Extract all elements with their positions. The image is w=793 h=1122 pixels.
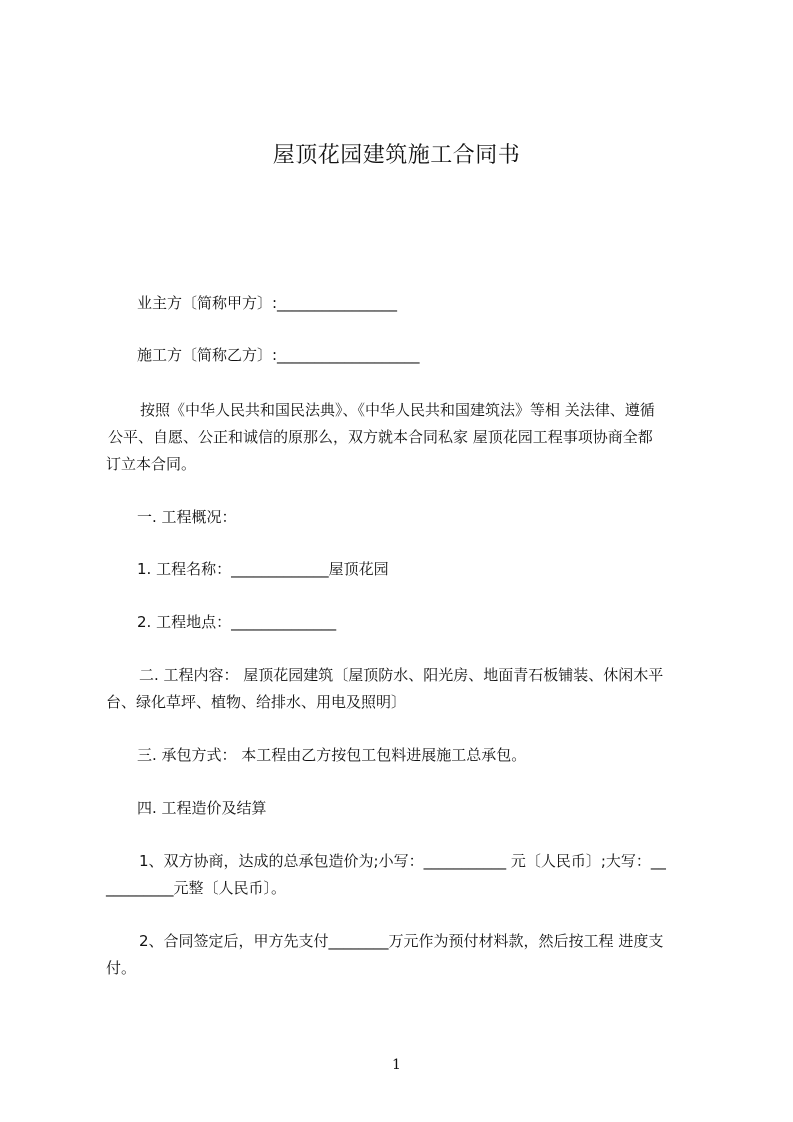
intro-paragraph-line-3: 订立本合同。 <box>106 455 197 473</box>
page-number: 1 <box>392 1057 401 1073</box>
clause-1-line-1: 1、双方协商，达成的总承包造价为;小写：___________ 元〔人民币〕;大写：__ <box>139 852 666 870</box>
section-2-line-1: 二. 工程内容： 屋顶花园建筑〔屋顶防水、阳光房、地面青石板铺装、休闲木平 <box>139 666 664 684</box>
section-2-line-2: 台、绿化草坪、植物、给排水、用电及照明〕 <box>106 693 407 711</box>
clause-2-line-1: 2、合同签定后，甲方先支付________万元作为预付材料款，然后按工程 进度支 <box>139 932 664 950</box>
section-3-line: 三. 承包方式： 本工程由乙方按包工包料进展施工总承包。 <box>137 746 527 764</box>
intro-paragraph-line-2: 公平、自愿、公正和诚信的原那么，双方就本合同私家 屋顶花园工程事项协商全都 <box>108 428 653 446</box>
project-location-line: 2. 工程地点：______________ <box>137 613 337 631</box>
owner-party-line: 业主方〔简称甲方〕:________________ <box>137 294 398 312</box>
clause-1-line-2: _________元整〔人民币〕。 <box>106 879 287 897</box>
clause-2-line-2: 付。 <box>106 959 137 977</box>
contractor-party-line: 施工方〔简称乙方〕:___________________ <box>137 346 420 364</box>
intro-paragraph-line-1: 按照《中华人民共和国民法典》、《中华人民共和国建筑法》等相 关法律、遵循 <box>140 401 655 419</box>
section-4-heading: 四. 工程造价及结算 <box>137 799 267 817</box>
document-title: 屋顶花园建筑施工合同书 <box>272 143 521 168</box>
section-1-heading: 一. 工程概况： <box>137 508 237 526</box>
project-name-line: 1. 工程名称：_____________屋顶花园 <box>137 560 389 578</box>
